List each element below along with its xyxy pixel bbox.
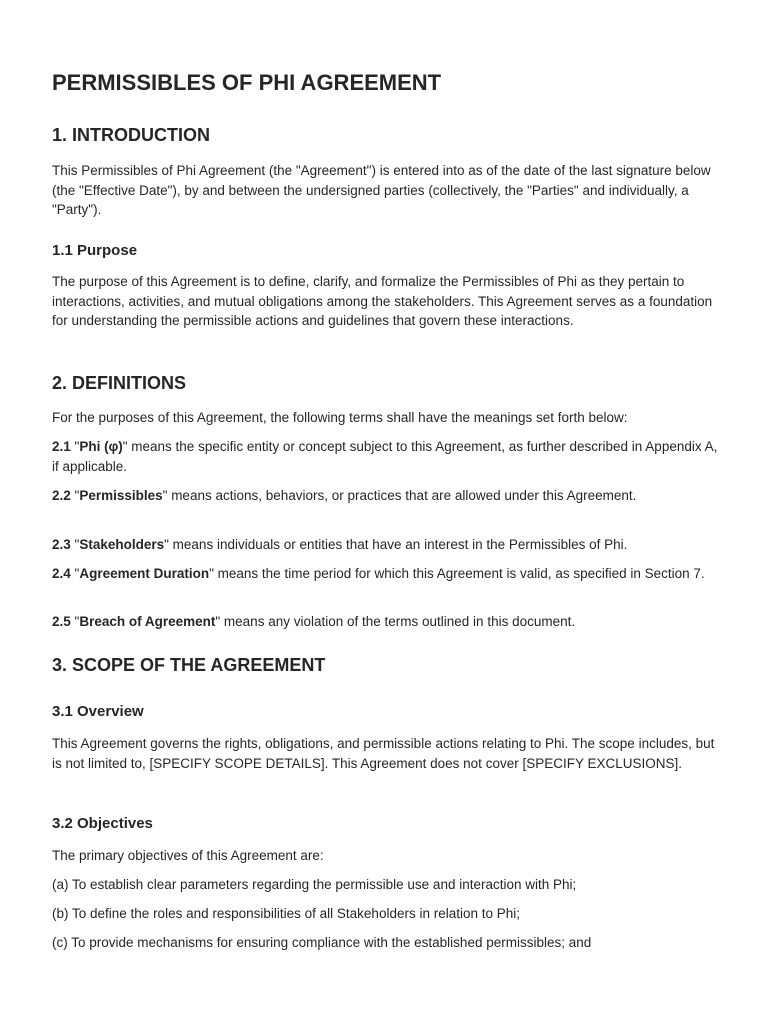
overview-paragraph: This Agreement governs the rights, obligations, and permissible actions relating to Phi. The scope includes, but is not limited to, [SPECIFY SCOPE DETAILS]. This Agreement does not cover [SPECIFY EXCLUSIONS]. bbox=[52, 736, 715, 771]
subsection-heading-overview: 3.1 Overview bbox=[52, 703, 144, 720]
definition-text: means any violation of the terms outlined in this document. bbox=[220, 614, 576, 629]
definition-text: means the time period for which this Agreement is valid, as specified in Section 7. bbox=[213, 566, 705, 581]
definition-text: means the specific entity or concept subject to this Agreement, as further described in Appendix A, if applicable. bbox=[52, 439, 718, 474]
definition-number: 2.1 bbox=[52, 439, 71, 454]
subsection-heading-purpose: 1.1 Purpose bbox=[52, 242, 138, 259]
subsection-heading-objectives: 3.2 Objectives bbox=[52, 815, 153, 832]
definitions-lead: For the purposes of this Agreement, the following terms shall have the meanings set forth below: bbox=[52, 410, 628, 425]
section-heading-definitions: 2. DEFINITIONS bbox=[52, 373, 187, 393]
purpose-paragraph: The purpose of this Agreement is to define, clarify, and formalize the Permissibles of Phi as they pertain to interactions, activities, and mutual obligations among the stakeholders. This Agreement serves as a foundation for understanding the permissible actions and guidelines that govern these interactions. bbox=[52, 274, 713, 328]
definition-text: means actions, behaviors, or practices that are allowed under this Agreement. bbox=[167, 488, 637, 503]
definition-number: 2.2 bbox=[52, 488, 71, 503]
definition-term: Phi (φ) bbox=[79, 439, 123, 454]
definition-item: 2.1 "Phi (φ)" means the specific entity or concept subject to this Agreement, as further described in Appendix A, if applicable. bbox=[52, 439, 718, 474]
definition-item: 2.5 "Breach of Agreement" means any violation of the terms outlined in this document. bbox=[52, 614, 576, 629]
definition-term: Permissibles bbox=[79, 488, 163, 503]
definition-number: 2.3 bbox=[52, 537, 71, 552]
definition-item: 2.2 "Permissibles" means actions, behaviors, or practices that are allowed under this Agreement. bbox=[52, 488, 637, 503]
document-title: PERMISSIBLES OF PHI AGREEMENT bbox=[52, 70, 442, 95]
objective-item: (a) To establish clear parameters regarding the permissible use and interaction with Phi; bbox=[52, 877, 577, 892]
introduction-paragraph: This Permissibles of Phi Agreement (the "Agreement") is entered into as of the date of the last signature below (the "Effective Date"), by and between the undersigned parties (collectively, the "Parties" and individually, a "Party"). bbox=[52, 163, 711, 217]
definition-term: Stakeholders bbox=[79, 537, 165, 552]
definition-number: 2.4 bbox=[52, 566, 71, 581]
definition-number: 2.5 bbox=[52, 614, 71, 629]
definition-item: 2.4 "Agreement Duration" means the time period for which this Agreement is valid, as specified in Section 7. bbox=[52, 566, 705, 581]
objectives-lead: The primary objectives of this Agreement are: bbox=[52, 848, 324, 863]
definition-term: Breach of Agreement bbox=[79, 614, 216, 629]
section-heading-introduction: 1. INTRODUCTION bbox=[52, 125, 211, 145]
definition-term: Agreement Duration bbox=[79, 566, 210, 581]
definition-text: means individuals or entities that have an interest in the Permissibles of Phi. bbox=[168, 537, 628, 552]
objective-item: (b) To define the roles and responsibilities of all Stakeholders in relation to Phi; bbox=[52, 906, 521, 921]
section-heading-scope: 3. SCOPE OF THE AGREEMENT bbox=[52, 655, 326, 675]
definition-item: 2.3 "Stakeholders" means individuals or entities that have an interest in the Permissibles of Phi. bbox=[52, 537, 628, 552]
objective-item: (c) To provide mechanisms for ensuring compliance with the established permissibles; and bbox=[52, 935, 592, 950]
